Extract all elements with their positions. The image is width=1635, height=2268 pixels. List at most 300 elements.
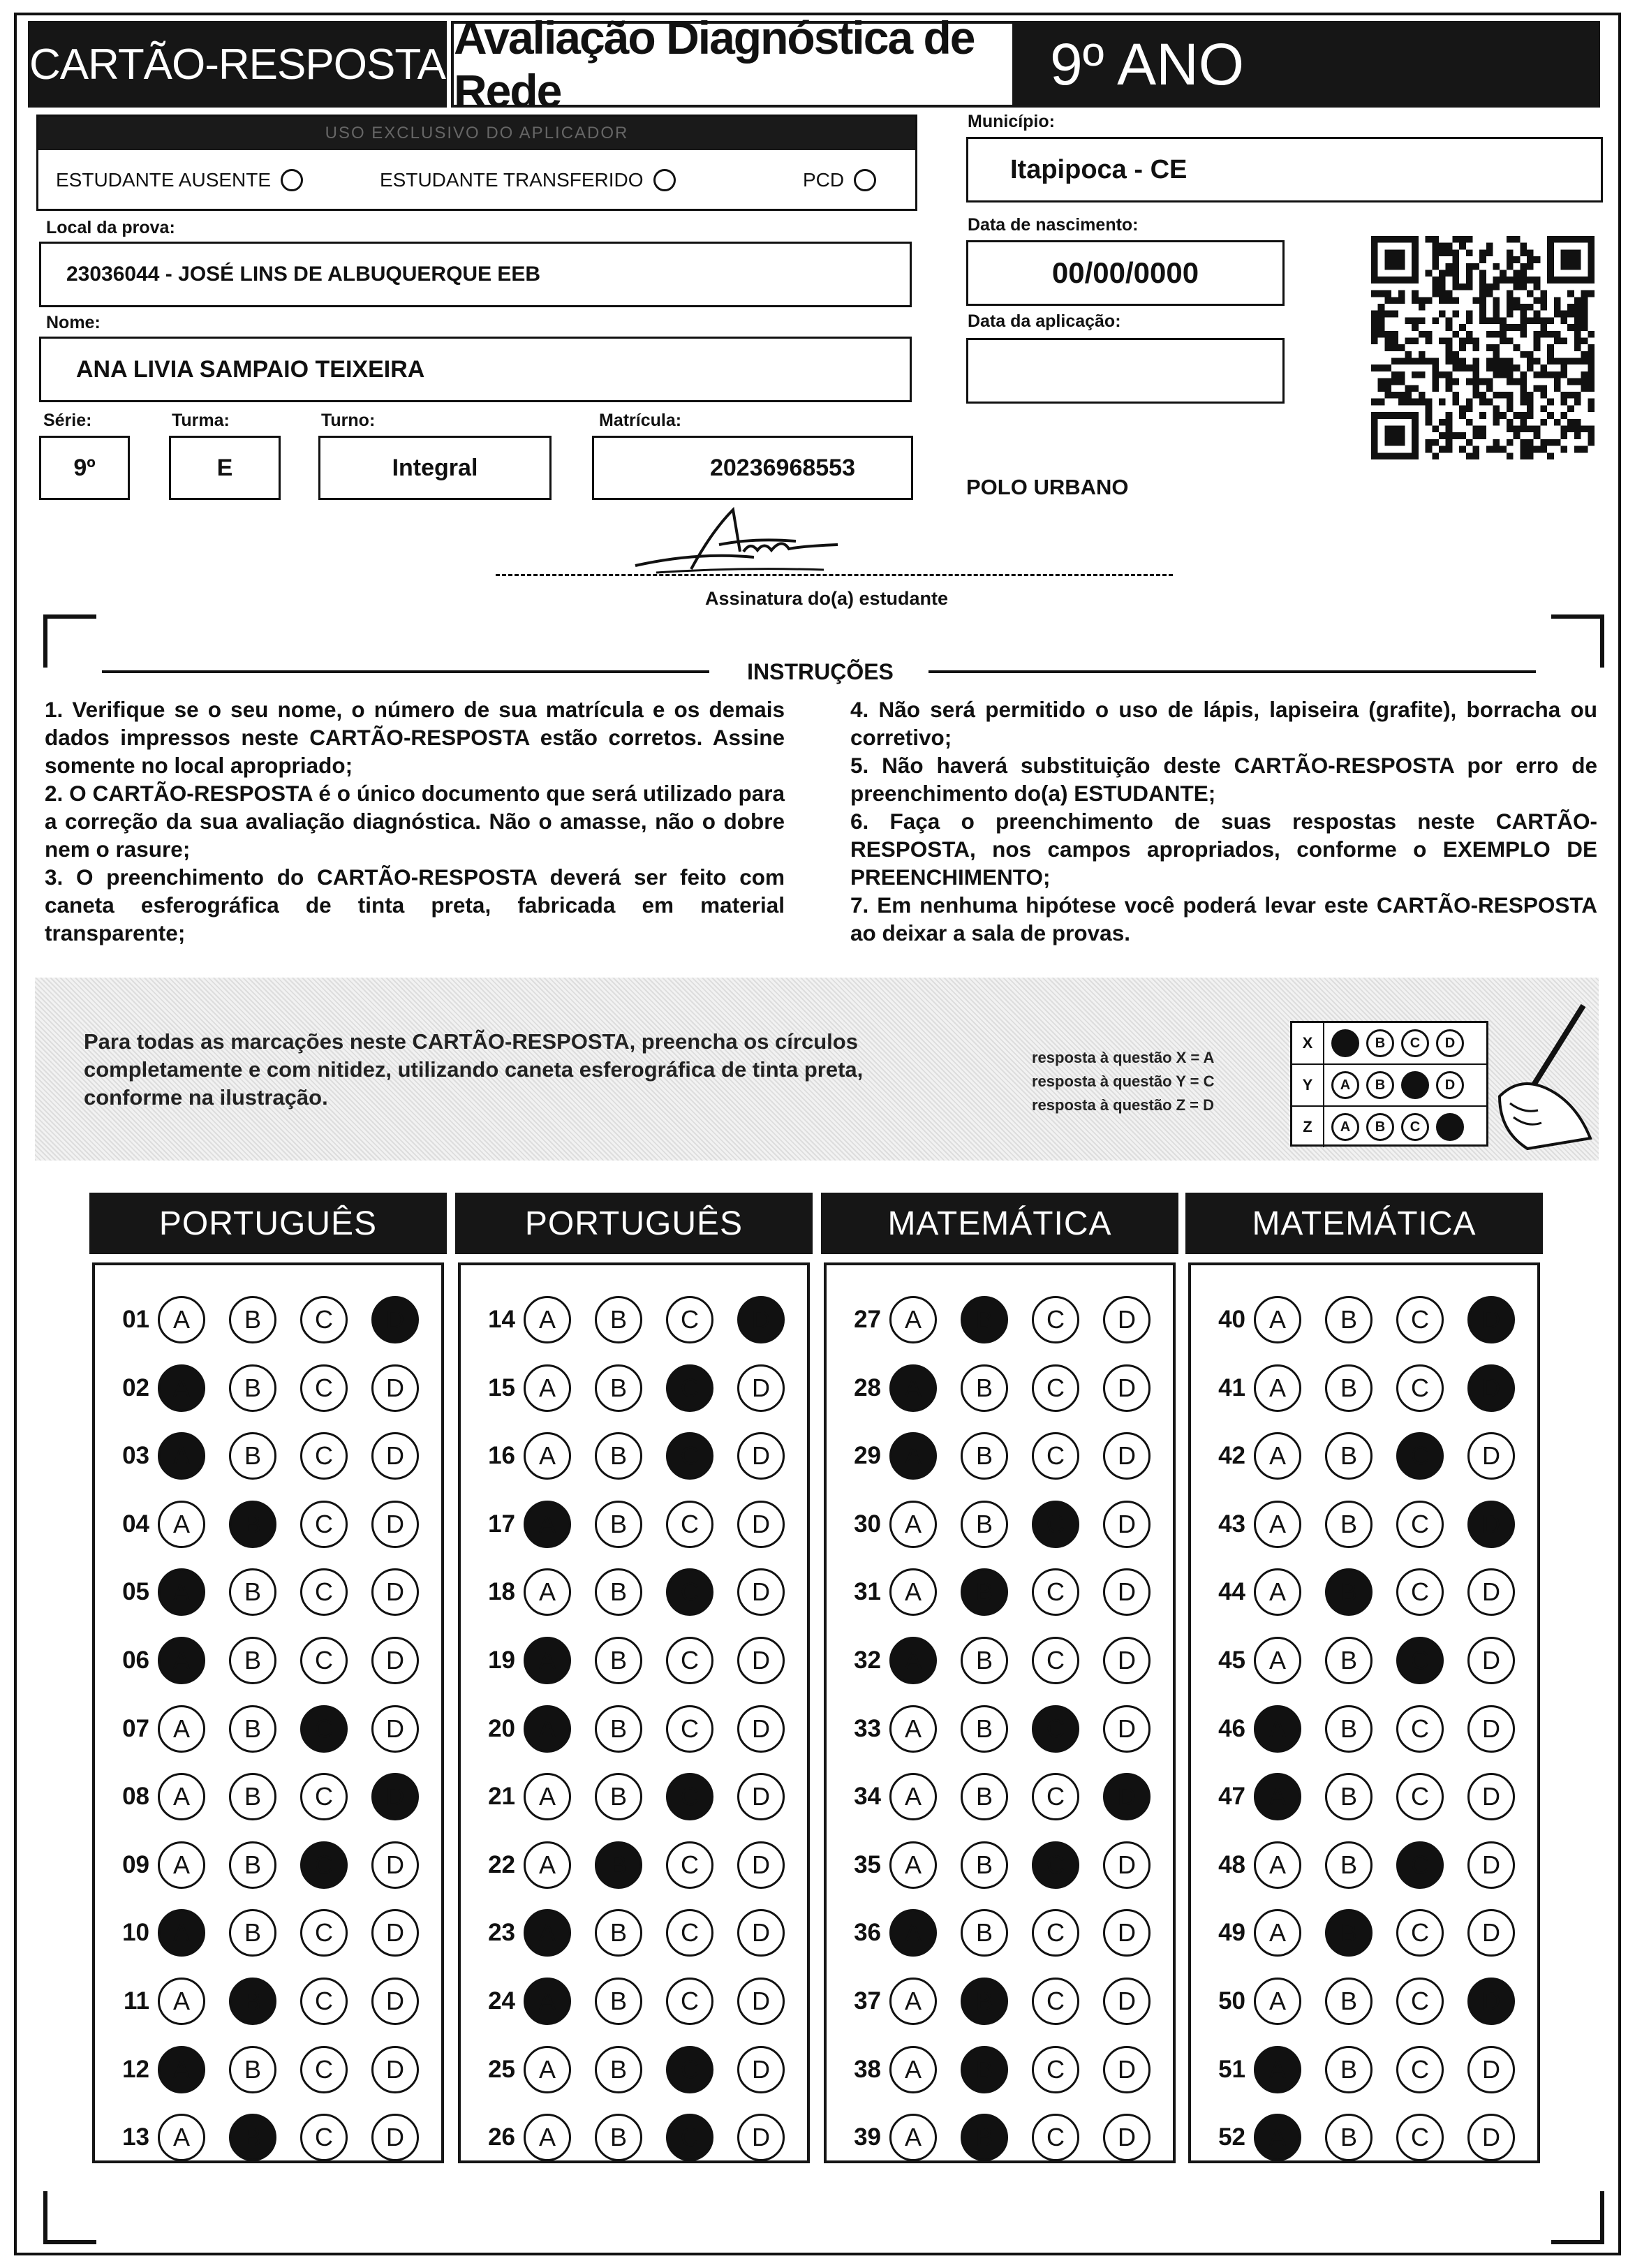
answer-bubble-b[interactable]: B: [1325, 1637, 1373, 1684]
question-row: [102, 1701, 419, 1757]
answer-bubble-d[interactable]: D: [1467, 2046, 1515, 2093]
answer-column: [824, 1262, 1176, 2163]
answer-bubble-d[interactable]: D: [1103, 1978, 1151, 2025]
answer-bubble-c[interactable]: C: [300, 1296, 348, 1343]
answer-bubble-b[interactable]: B: [595, 1637, 642, 1684]
answer-bubble-b[interactable]: B: [595, 1501, 642, 1548]
answer-bubble-c[interactable]: C: [1032, 1841, 1079, 1889]
answer-bubble-b[interactable]: B: [229, 1364, 276, 1412]
answer-bubble-a[interactable]: A: [158, 1705, 205, 1753]
question-row: [834, 1633, 1151, 1688]
answer-bubble-b[interactable]: B: [961, 1841, 1008, 1889]
answer-bubble-c[interactable]: C: [666, 1364, 713, 1412]
answer-bubble-c[interactable]: C: [1032, 1432, 1079, 1480]
answer-bubble-b[interactable]: B: [1325, 1909, 1373, 1957]
answer-bubble-b[interactable]: B: [595, 2114, 642, 2161]
answer-bubble-a[interactable]: A: [524, 2114, 571, 2161]
answer-bubble-b[interactable]: B: [1325, 1364, 1373, 1412]
answer-bubble-d[interactable]: D: [1103, 2046, 1151, 2093]
answer-bubble-c[interactable]: C: [666, 1296, 713, 1343]
answer-bubble-c[interactable]: C: [1396, 1432, 1444, 1480]
answer-bubble-b[interactable]: B: [595, 1705, 642, 1753]
question-row: [468, 1905, 785, 1961]
answer-bubble-a[interactable]: A: [158, 1841, 205, 1889]
question-number: 33: [854, 1714, 881, 1742]
question-row: [1198, 1905, 1515, 1961]
answer-bubble-a[interactable]: A: [889, 1501, 937, 1548]
answer-bubble-d[interactable]: D: [737, 1568, 785, 1616]
answer-bubble-b[interactable]: B: [229, 1501, 276, 1548]
question-number: 31: [854, 1578, 881, 1606]
answer-bubble-a[interactable]: A: [524, 1501, 571, 1548]
answer-bubble-a[interactable]: A: [889, 1432, 937, 1480]
answer-bubble-c[interactable]: C: [666, 1773, 713, 1820]
matricula-label: Matrícula:: [599, 411, 682, 430]
answer-bubble-c[interactable]: C: [300, 2046, 348, 2093]
answer-bubble-c[interactable]: C: [1032, 1705, 1079, 1753]
signature-caption: Assinatura do(a) estudante: [705, 588, 949, 609]
answer-bubble-a[interactable]: A: [158, 2114, 205, 2161]
answer-bubble-d[interactable]: D: [1103, 1705, 1151, 1753]
answer-bubble-c[interactable]: C: [666, 1909, 713, 1957]
answer-bubble-a[interactable]: A: [1254, 1909, 1301, 1957]
answer-bubble-d[interactable]: D: [1103, 1432, 1151, 1480]
answer-bubble-d[interactable]: D: [1467, 1432, 1515, 1480]
answer-bubble-b[interactable]: B: [1325, 1978, 1373, 2025]
answer-bubble-c[interactable]: C: [300, 1773, 348, 1820]
answer-bubble-d[interactable]: D: [1103, 1841, 1151, 1889]
turno-label: Turno:: [321, 411, 376, 430]
answer-bubble-c[interactable]: C: [666, 1501, 713, 1548]
instruction-4: 4. Não será permitido o uso de lápis, lapiseira (grafite), borracha ou corretivo;: [850, 697, 1597, 750]
answer-bubble-a[interactable]: A: [524, 1705, 571, 1753]
answer-bubble-a[interactable]: A: [1254, 1705, 1301, 1753]
answer-bubble-b[interactable]: B: [229, 1432, 276, 1480]
answer-bubble-a[interactable]: A: [889, 1841, 937, 1889]
answer-bubble-d[interactable]: D: [737, 1841, 785, 1889]
absent-option[interactable]: [56, 169, 303, 191]
answer-bubble-d[interactable]: D: [1103, 1296, 1151, 1343]
answer-bubble-b[interactable]: B: [229, 1978, 276, 2025]
question-number: 34: [854, 1783, 881, 1811]
answer-bubble-d[interactable]: D: [1467, 1841, 1515, 1889]
answer-bubble-a[interactable]: A: [524, 1568, 571, 1616]
answer-bubble-a[interactable]: A: [1254, 1501, 1301, 1548]
answer-bubble-d[interactable]: D: [371, 1432, 419, 1480]
answer-bubble-d[interactable]: D: [371, 1705, 419, 1753]
answer-bubble-a[interactable]: A: [889, 1909, 937, 1957]
answer-bubble-b[interactable]: B: [1325, 1296, 1373, 1343]
answer-bubble-b[interactable]: B: [961, 2046, 1008, 2093]
question-row: [834, 1564, 1151, 1620]
answer-bubble-b[interactable]: B: [1325, 1705, 1373, 1753]
answer-bubble-d[interactable]: D: [371, 2046, 419, 2093]
answer-bubble-c[interactable]: C: [300, 1978, 348, 2025]
answer-bubble-c[interactable]: C: [1396, 1773, 1444, 1820]
answer-bubble-c[interactable]: C: [666, 1978, 713, 2025]
answer-bubble-b[interactable]: B: [961, 1773, 1008, 1820]
answer-bubble-b[interactable]: B: [961, 1364, 1008, 1412]
answer-bubble-d[interactable]: D: [1467, 1773, 1515, 1820]
answer-bubble-c[interactable]: C: [666, 2114, 713, 2161]
answer-bubble-c[interactable]: C: [1032, 1978, 1079, 2025]
answer-bubble-d[interactable]: D: [1103, 1909, 1151, 1957]
answer-bubble-a[interactable]: A: [889, 1705, 937, 1753]
example-row: [1292, 1107, 1486, 1147]
answer-bubble-b[interactable]: B: [229, 2046, 276, 2093]
answer-bubble-b[interactable]: B: [229, 1909, 276, 1957]
example-bubble: B: [1366, 1029, 1394, 1057]
signature-line: [496, 574, 1173, 576]
answer-bubble-a[interactable]: A: [1254, 1432, 1301, 1480]
subject-header: MATEMÁTICA: [821, 1193, 1178, 1254]
answer-bubble-a[interactable]: A: [889, 1773, 937, 1820]
answer-bubble-a[interactable]: A: [524, 1773, 571, 1820]
example-bubble: B: [1366, 1113, 1394, 1141]
example-bubble: A: [1331, 1113, 1359, 1141]
answer-bubble-c[interactable]: C: [666, 1568, 713, 1616]
question-number: 44: [1218, 1578, 1245, 1606]
answer-bubble-c[interactable]: C: [300, 1432, 348, 1480]
answer-bubble-b[interactable]: B: [961, 2114, 1008, 2161]
answer-bubble-d[interactable]: D: [1467, 1978, 1515, 2025]
answer-bubble-c[interactable]: C: [1396, 1296, 1444, 1343]
answer-bubble-b[interactable]: B: [595, 1909, 642, 1957]
answer-bubble-b[interactable]: B: [595, 2046, 642, 2093]
answer-bubble-a[interactable]: A: [1254, 1568, 1301, 1616]
question-number: 47: [1218, 1783, 1245, 1811]
answer-bubble-c[interactable]: C: [300, 1909, 348, 1957]
answer-bubble-c[interactable]: C: [1032, 1364, 1079, 1412]
question-number: 14: [488, 1306, 515, 1333]
instruction-3: 3. O preenchimento do CARTÃO-RESPOSTA deverá ser feito com caneta esferográfica de tinta preta, fabricada em material transparente;: [45, 864, 785, 945]
answer-bubble-c[interactable]: C: [1032, 1501, 1079, 1548]
matricula-field: 20236968553: [592, 436, 913, 500]
answer-bubble-a[interactable]: A: [524, 1909, 571, 1957]
answer-bubble-c[interactable]: C: [300, 1841, 348, 1889]
signature-drawing: [614, 503, 852, 580]
question-number: 40: [1218, 1306, 1245, 1333]
absent-circle[interactable]: [281, 169, 303, 191]
answer-bubble-a[interactable]: A: [524, 1364, 571, 1412]
question-number: 50: [1218, 1987, 1245, 2015]
answer-bubble-a[interactable]: A: [889, 1296, 937, 1343]
answer-bubble-a[interactable]: A: [889, 1637, 937, 1684]
answer-bubble-d[interactable]: D: [1467, 1501, 1515, 1548]
answer-bubble-c[interactable]: C: [300, 1568, 348, 1616]
pcd-option[interactable]: [803, 169, 876, 191]
question-row: [834, 2042, 1151, 2098]
answer-bubble-a[interactable]: A: [158, 1364, 205, 1412]
answer-bubble-a[interactable]: A: [889, 1568, 937, 1616]
question-number: 26: [488, 2123, 515, 2151]
answer-bubble-d[interactable]: D: [737, 1296, 785, 1343]
question-number: 42: [1218, 1442, 1245, 1470]
answer-bubble-a[interactable]: A: [1254, 1364, 1301, 1412]
answer-bubble-c[interactable]: C: [1032, 2046, 1079, 2093]
question-row: [834, 1292, 1151, 1348]
answer-bubble-b[interactable]: B: [229, 1568, 276, 1616]
answer-bubble-d[interactable]: D: [737, 1637, 785, 1684]
question-number: 48: [1218, 1850, 1245, 1878]
answer-bubble-c[interactable]: C: [1396, 2046, 1444, 2093]
answer-bubble-d[interactable]: D: [1103, 1501, 1151, 1548]
answer-bubble-b[interactable]: B: [595, 1773, 642, 1820]
answer-bubble-b[interactable]: B: [1325, 1841, 1373, 1889]
answer-bubble-c[interactable]: C: [666, 1637, 713, 1684]
answer-bubble-b[interactable]: B: [961, 1568, 1008, 1616]
instructions-rule-left: [102, 670, 709, 673]
question-number: 30: [854, 1510, 881, 1538]
answer-bubble-a[interactable]: A: [1254, 2046, 1301, 2093]
answer-bubble-c[interactable]: C: [300, 1364, 348, 1412]
question-number: 21: [488, 1783, 515, 1811]
answer-bubble-d[interactable]: D: [1467, 1705, 1515, 1753]
answer-bubble-d[interactable]: D: [1467, 1364, 1515, 1412]
answer-bubble-d[interactable]: D: [371, 1978, 419, 2025]
question-row: [834, 1701, 1151, 1757]
answer-bubble-c[interactable]: C: [1396, 1841, 1444, 1889]
question-number: 05: [122, 1578, 149, 1606]
answer-bubble-a[interactable]: A: [889, 2114, 937, 2161]
question-number: 15: [488, 1374, 515, 1401]
answer-bubble-d[interactable]: D: [371, 1841, 419, 1889]
answer-bubble-d[interactable]: D: [1467, 1568, 1515, 1616]
answer-bubble-a[interactable]: A: [158, 2046, 205, 2093]
answer-bubble-b[interactable]: B: [229, 1773, 276, 1820]
answer-bubble-b[interactable]: B: [229, 1841, 276, 1889]
answer-bubble-d[interactable]: D: [737, 1978, 785, 2025]
answer-bubble-a[interactable]: A: [889, 1978, 937, 2025]
answer-bubble-a[interactable]: A: [524, 1978, 571, 2025]
question-row: [1198, 1633, 1515, 1688]
question-row: [102, 1292, 419, 1348]
question-row: [468, 1360, 785, 1416]
answer-bubble-c[interactable]: C: [666, 1705, 713, 1753]
answer-bubble-d[interactable]: D: [371, 1909, 419, 1957]
answer-bubble-c[interactable]: C: [300, 1705, 348, 1753]
question-number: 22: [488, 1850, 515, 1878]
answer-bubble-b[interactable]: B: [961, 1432, 1008, 1480]
answer-bubble-d[interactable]: D: [371, 2114, 419, 2161]
answer-bubble-d[interactable]: D: [1103, 1364, 1151, 1412]
answer-bubble-d[interactable]: D: [737, 1364, 785, 1412]
answer-bubble-c[interactable]: C: [300, 1501, 348, 1548]
question-number: 23: [488, 1919, 515, 1947]
question-row: [468, 1769, 785, 1825]
answer-bubble-b[interactable]: B: [961, 1637, 1008, 1684]
birth-field: 00/00/0000: [966, 240, 1285, 306]
question-row: [468, 1701, 785, 1757]
local-field: 23036044 - JOSÉ LINS DE ALBUQUERQUE EEB: [39, 242, 912, 307]
answer-bubble-d[interactable]: D: [737, 1909, 785, 1957]
example-bubble: A: [1331, 1071, 1359, 1099]
answer-bubble-a[interactable]: A: [1254, 1773, 1301, 1820]
question-row: [1198, 1496, 1515, 1552]
answer-bubble-b[interactable]: B: [1325, 2114, 1373, 2161]
answer-bubble-b[interactable]: B: [595, 1296, 642, 1343]
question-row: [1198, 1769, 1515, 1825]
example-bubble: [1401, 1071, 1429, 1099]
answer-bubble-b[interactable]: B: [229, 1296, 276, 1343]
question-number: 17: [488, 1510, 515, 1538]
corner-top-right: [1551, 614, 1604, 668]
answer-bubble-b[interactable]: B: [1325, 1773, 1373, 1820]
transferred-circle[interactable]: [653, 169, 676, 191]
answer-bubble-d[interactable]: D: [371, 1296, 419, 1343]
answer-bubble-d[interactable]: D: [737, 2046, 785, 2093]
answer-bubble-d[interactable]: D: [1467, 1637, 1515, 1684]
answer-bubble-b[interactable]: B: [1325, 2046, 1373, 2093]
answer-bubble-a[interactable]: A: [158, 1432, 205, 1480]
pcd-circle[interactable]: [854, 169, 876, 191]
instruction-1: 1. Verifique se o seu nome, o número de sua matrícula e os demais dados impressos neste CARTÃO-RESPOSTA estão corretos. Assine somente no local apropriado;: [45, 697, 785, 778]
subject-header: PORTUGUÊS: [89, 1193, 447, 1254]
answer-bubble-c[interactable]: C: [300, 1637, 348, 1684]
question-number: 20: [488, 1714, 515, 1742]
answer-bubble-a[interactable]: A: [1254, 1296, 1301, 1343]
answer-bubble-c[interactable]: C: [1396, 1909, 1444, 1957]
answer-bubble-d[interactable]: D: [371, 1637, 419, 1684]
answer-bubble-b[interactable]: B: [595, 1432, 642, 1480]
answer-bubble-b[interactable]: B: [961, 1909, 1008, 1957]
example-row: [1292, 1065, 1486, 1107]
answer-bubble-a[interactable]: A: [158, 1568, 205, 1616]
answer-bubble-a[interactable]: A: [524, 1841, 571, 1889]
answer-bubble-d[interactable]: D: [371, 1773, 419, 1820]
answer-bubble-b[interactable]: B: [961, 1705, 1008, 1753]
example-label-x: resposta à questão X = A: [1032, 1049, 1215, 1066]
answer-bubble-d[interactable]: D: [737, 1773, 785, 1820]
answer-bubble-a[interactable]: A: [524, 1432, 571, 1480]
question-row: [468, 1428, 785, 1484]
answer-bubble-d[interactable]: D: [737, 1705, 785, 1753]
answer-bubble-b[interactable]: B: [961, 1501, 1008, 1548]
answer-bubble-a[interactable]: A: [1254, 1637, 1301, 1684]
answer-bubble-d[interactable]: D: [371, 1568, 419, 1616]
example-key: X: [1292, 1023, 1324, 1063]
answer-bubble-a[interactable]: A: [524, 1637, 571, 1684]
answer-bubble-b[interactable]: B: [595, 1568, 642, 1616]
answer-bubble-d[interactable]: D: [1103, 1568, 1151, 1616]
question-number: 19: [488, 1647, 515, 1674]
answer-bubble-c[interactable]: C: [666, 2046, 713, 2093]
question-number: 13: [122, 2123, 149, 2151]
answer-bubble-d[interactable]: D: [737, 2114, 785, 2161]
answer-bubble-b[interactable]: B: [1325, 1568, 1373, 1616]
answer-bubble-b[interactable]: B: [229, 1637, 276, 1684]
answer-bubble-b[interactable]: B: [595, 1978, 642, 2025]
question-number: 08: [122, 1783, 149, 1811]
answer-bubble-d[interactable]: D: [1103, 1637, 1151, 1684]
question-row: [102, 1496, 419, 1552]
answer-bubble-a[interactable]: A: [158, 1978, 205, 2025]
answer-bubble-c[interactable]: C: [1396, 1637, 1444, 1684]
name-label: Nome:: [46, 313, 101, 332]
question-number: 09: [122, 1850, 149, 1878]
answer-bubble-d[interactable]: D: [371, 1501, 419, 1548]
answer-bubble-c[interactable]: C: [1396, 1705, 1444, 1753]
question-number: 41: [1218, 1374, 1245, 1401]
answer-bubble-c[interactable]: C: [1032, 1637, 1079, 1684]
answer-bubble-c[interactable]: C: [1396, 1501, 1444, 1548]
answer-bubble-b[interactable]: B: [961, 1296, 1008, 1343]
answer-bubble-c[interactable]: C: [1032, 1296, 1079, 1343]
answer-bubble-c[interactable]: C: [1396, 1364, 1444, 1412]
question-row: [834, 1496, 1151, 1552]
instruction-6: 6. Faça o preenchimento de suas respostas neste CARTÃO-RESPOSTA, nos campos apropriados, conforme o EXEMPLO DE PREENCHIMENTO;: [850, 809, 1597, 890]
pen-hand-icon: [1472, 999, 1597, 1152]
answer-bubble-a[interactable]: A: [524, 1296, 571, 1343]
answer-bubble-d[interactable]: D: [737, 1501, 785, 1548]
answer-bubble-c[interactable]: C: [1396, 1568, 1444, 1616]
answer-bubble-a[interactable]: A: [1254, 1978, 1301, 2025]
turma-field: E: [169, 436, 281, 500]
transferred-option[interactable]: [380, 169, 676, 191]
applicator-title: USO EXCLUSIVO DO APLICADOR: [38, 117, 915, 150]
answer-bubble-b[interactable]: B: [595, 1841, 642, 1889]
answer-bubble-b[interactable]: B: [961, 1978, 1008, 2025]
instruction-2: 2. O CARTÃO-RESPOSTA é o único documento que será utilizado para a correção da sua avaliação diagnóstica. Não o amasse, não o dobre nem o rasure;: [45, 781, 785, 862]
answer-bubble-a[interactable]: A: [158, 1909, 205, 1957]
answer-bubble-d[interactable]: D: [1467, 1909, 1515, 1957]
question-number: 39: [854, 2123, 881, 2151]
answer-bubble-c[interactable]: C: [666, 1841, 713, 1889]
example-key: Z: [1292, 1107, 1324, 1147]
answer-bubble-a[interactable]: A: [158, 1773, 205, 1820]
answer-bubble-b[interactable]: B: [1325, 1501, 1373, 1548]
question-number: 07: [122, 1714, 149, 1742]
answer-bubble-b[interactable]: B: [229, 1705, 276, 1753]
corner-bottom-left: [43, 2191, 96, 2244]
answer-bubble-c[interactable]: C: [1396, 1978, 1444, 2025]
answer-bubble-a[interactable]: A: [158, 1296, 205, 1343]
answer-bubble-c[interactable]: C: [300, 2114, 348, 2161]
answer-bubble-b[interactable]: B: [595, 1364, 642, 1412]
answer-bubble-d[interactable]: D: [371, 1364, 419, 1412]
answer-bubble-b[interactable]: B: [229, 2114, 276, 2161]
answer-bubble-d[interactable]: D: [1103, 2114, 1151, 2161]
answer-bubble-b[interactable]: B: [1325, 1432, 1373, 1480]
answer-bubble-d[interactable]: D: [1103, 1773, 1151, 1820]
answer-bubble-c[interactable]: C: [1032, 1773, 1079, 1820]
question-number: 18: [488, 1578, 515, 1606]
answer-bubble-a[interactable]: A: [1254, 2114, 1301, 2161]
question-row: [102, 1360, 419, 1416]
answer-bubble-a[interactable]: A: [889, 2046, 937, 2093]
question-row: [1198, 2109, 1515, 2165]
question-number: 11: [124, 1987, 149, 2015]
answer-bubble-d[interactable]: D: [1467, 2114, 1515, 2161]
question-row: [1198, 1564, 1515, 1620]
answer-bubble-c[interactable]: C: [1032, 1568, 1079, 1616]
question-row: [834, 1973, 1151, 2029]
answer-bubble-d[interactable]: D: [737, 1432, 785, 1480]
answer-bubble-c[interactable]: C: [1396, 2114, 1444, 2161]
answer-bubble-c[interactable]: C: [1032, 1909, 1079, 1957]
answer-bubble-d[interactable]: D: [1467, 1296, 1515, 1343]
question-row: [102, 2109, 419, 2165]
answer-bubble-c[interactable]: C: [666, 1432, 713, 1480]
answer-bubble-a[interactable]: A: [524, 2046, 571, 2093]
example-table: [1290, 1021, 1488, 1147]
answer-bubble-a[interactable]: A: [1254, 1841, 1301, 1889]
answer-bubble-c[interactable]: C: [1032, 2114, 1079, 2161]
answer-bubble-a[interactable]: A: [889, 1364, 937, 1412]
corner-bottom-right: [1551, 2191, 1604, 2244]
answer-bubble-a[interactable]: A: [158, 1637, 205, 1684]
answer-bubble-a[interactable]: A: [158, 1501, 205, 1548]
